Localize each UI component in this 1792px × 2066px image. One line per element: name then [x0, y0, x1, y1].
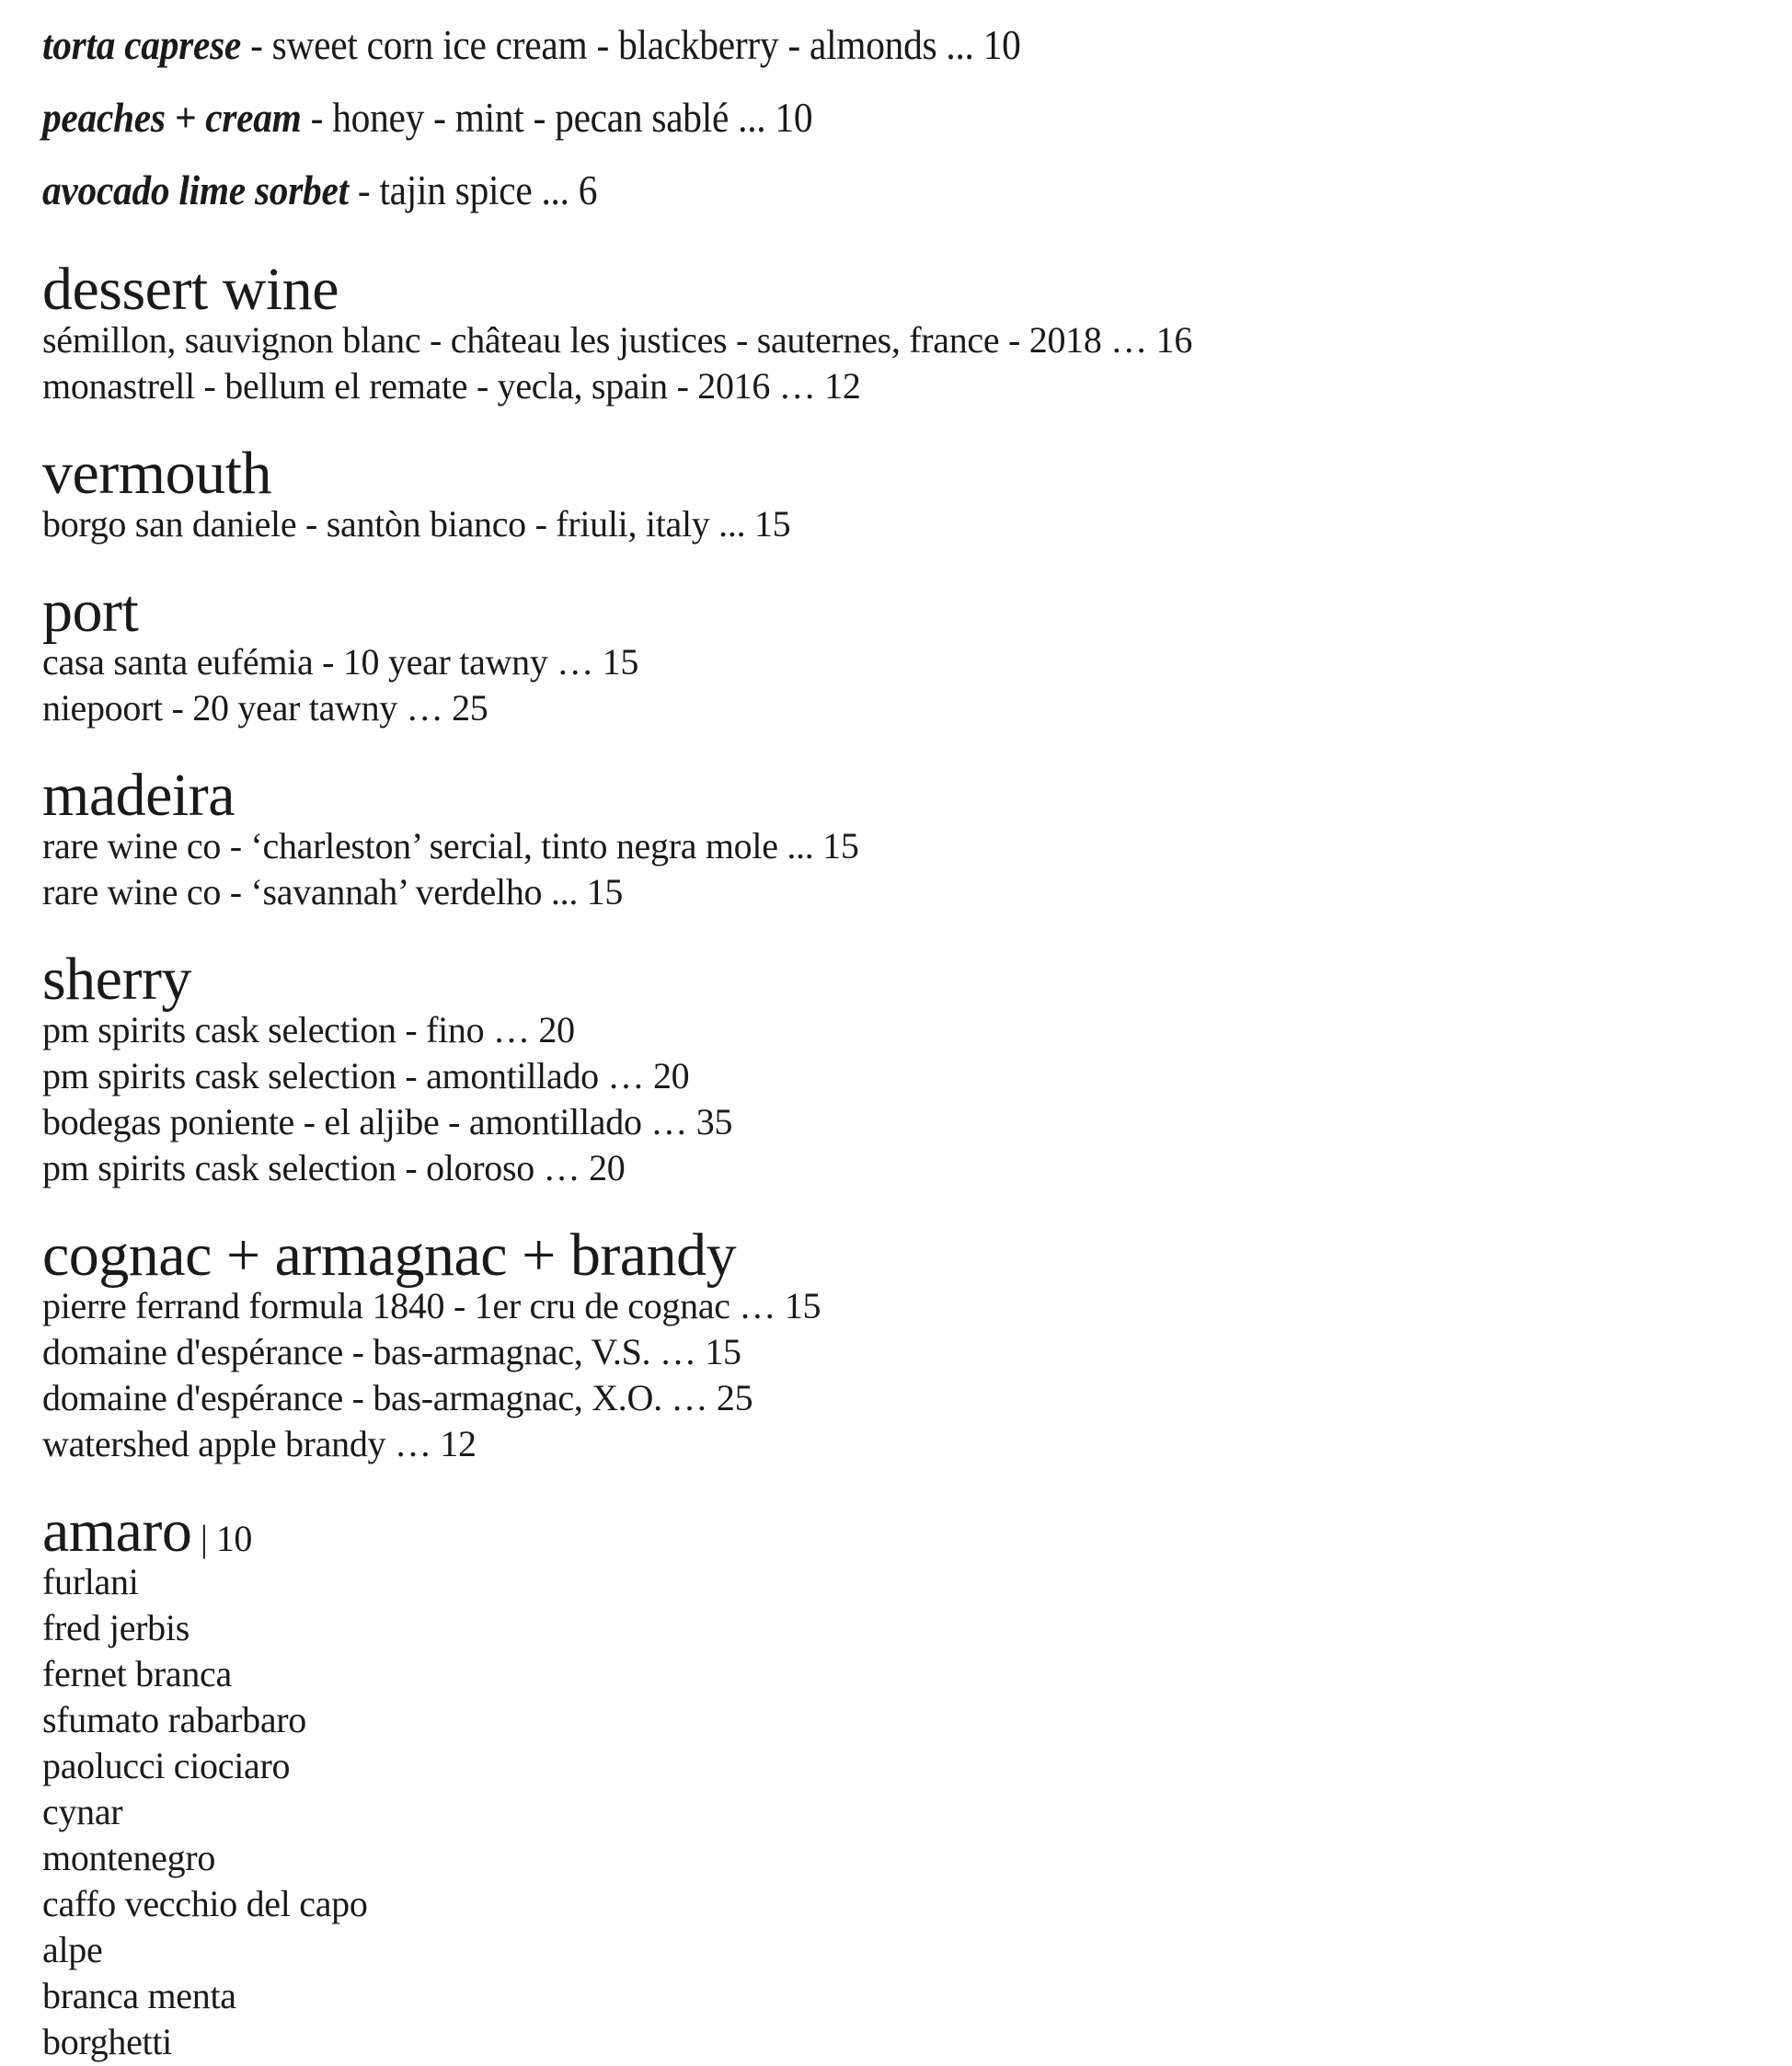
dessert-item — [42, 155, 1652, 227]
section-title: port — [42, 578, 139, 645]
menu-item: rare wine co - ‘savannah’ verdelho ... 15 — [42, 871, 624, 912]
menu-item: rare wine co - ‘charleston’ sercial, tinto negra mole ... 15 — [42, 825, 859, 867]
section-title: madeira — [42, 762, 235, 829]
menu-item: borghetti — [42, 2021, 172, 2062]
menu-item: sfumato rabarbaro — [42, 1699, 306, 1740]
dessert-description: - honey - mint - pecan sablé ... 10 — [301, 95, 813, 141]
section-title: vermouth — [42, 440, 271, 507]
menu-item: fred jerbis — [42, 1607, 190, 1648]
dessert-name: avocado lime sorbet — [42, 167, 349, 213]
menu-item: domaine d'espérance - bas-armagnac, V.S. … 15 — [42, 1331, 741, 1372]
menu-item: montenegro — [42, 1837, 216, 1878]
menu-item: caffo vecchio del capo — [42, 1883, 368, 1924]
dessert-item — [42, 82, 1652, 155]
dessert-name: torta caprese — [42, 22, 242, 68]
section-title: cognac + armagnac + brandy — [42, 1222, 737, 1289]
menu-item: pm spirits cask selection - oloroso … 20 — [42, 1147, 626, 1188]
menu-item: monastrell - bellum el remate - yecla, spain - 2016 … 12 — [42, 365, 861, 407]
section-sherry — [42, 946, 1792, 1191]
menu-item: branca menta — [42, 1975, 236, 2016]
section-cognac-armagnac-brandy — [42, 1222, 1792, 1467]
menu-item: cynar — [42, 1791, 123, 1832]
section-title — [42, 1498, 1792, 1565]
section-amaro — [42, 1498, 1792, 2065]
section-dessert-wine — [42, 256, 1792, 409]
menu-item: domaine d'espérance - bas-armagnac, X.O. … 25 — [42, 1377, 753, 1418]
menu-item: sémillon, sauvignon blanc - château les justices - sauternes, france - 2018 … 16 — [42, 319, 1193, 361]
dessert-name: peaches + cream — [42, 95, 302, 141]
section-title: dessert wine — [42, 256, 339, 323]
dessert-description: - sweet corn ice cream - blackberry - almonds ... 10 — [241, 22, 1021, 68]
section-price: | 10 — [191, 1518, 252, 1559]
section-title-text: amaro — [42, 1498, 192, 1565]
menu-item: watershed apple brandy … 12 — [42, 1423, 477, 1464]
menu-item: bodegas poniente - el aljibe - amontillado … 35 — [42, 1101, 733, 1142]
menu-item: pm spirits cask selection - fino … 20 — [42, 1009, 575, 1050]
menu-item: pierre ferrand formula 1840 - 1er cru de cognac … 15 — [42, 1285, 821, 1326]
dessert-list — [42, 0, 1792, 227]
section-vermouth — [42, 440, 1792, 547]
section-port — [42, 578, 1792, 731]
dessert-description: - tajin spice ... 6 — [348, 167, 598, 213]
dessert-item — [42, 9, 1652, 82]
menu-item: niepoort - 20 year tawny … 25 — [42, 687, 488, 729]
section-madeira — [42, 762, 1792, 915]
menu-item: paolucci ciociaro — [42, 1745, 291, 1786]
section-title: sherry — [42, 946, 191, 1013]
menu-item: furlani — [42, 1561, 139, 1602]
menu-item: casa santa eufémia - 10 year tawny … 15 — [42, 641, 639, 683]
menu-item: pm spirits cask selection - amontillado … 20 — [42, 1055, 690, 1096]
menu-item: alpe — [42, 1929, 103, 1970]
menu-item: fernet branca — [42, 1653, 232, 1694]
menu-item: borgo san daniele - santòn bianco - friuli, italy ... 15 — [42, 503, 791, 545]
